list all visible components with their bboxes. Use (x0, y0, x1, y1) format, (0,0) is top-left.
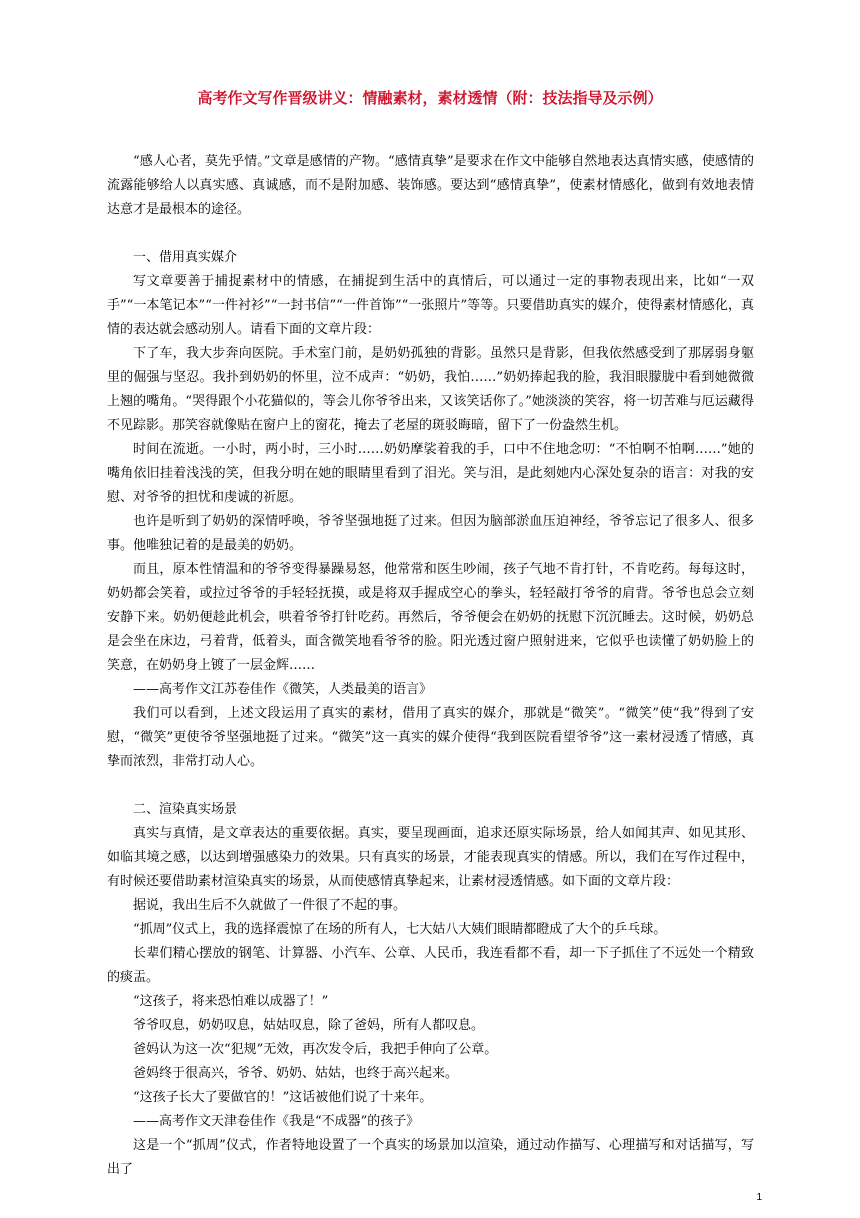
paragraph: 这是一个“抓周”仪式，作者特地设置了一个真实的场景加以渲染，通过动作描写、心理描写和对话描写，写出了 (107, 1138, 754, 1177)
page-number: 1 (756, 1192, 762, 1203)
paragraph: 也许是听到了奶奶的深情呼唤，爷爷坚强地挺了过来。但因为脑部淤血压迫神经，爷爷忘记了很多人、很多事。他唯独记着的是最美的奶奶。 (107, 514, 754, 553)
paragraph: 二、渲染真实场景 (133, 802, 238, 817)
paragraph: “感人心者，莫先乎情。”文章是感情的产物。“感情真挚”是要求在作文中能够自然地表达真情实感，使感情的流露能够给人以真实感、真诚感，而不是附加感、装饰感。要达到“感情真挚”，使素材情感化，做到有效地表情达意才是最根本的途径。 (107, 154, 754, 217)
paragraph: 爷爷叹息，奶奶叹息，姑姑叹息，除了爸妈，所有人都叹息。 (133, 1018, 485, 1033)
paragraph: 爸妈认为这一次“犯规”无效，再次发令后，我把手伸向了公章。 (133, 1042, 498, 1057)
paragraph: ——高考作文天津卷佳作《我是“不成器”的孩子》 (133, 1114, 420, 1129)
paragraph: 时间在流逝。一小时，两小时，三小时……奶奶摩裟着我的手，口中不住地念叨：“不怕啊不怕啊……”她的嘴角依旧挂着浅浅的笑，但我分明在她的眼睛里看到了泪光。笑与泪，是此刻她内心深处复杂的语言：对我的安慰、对爷爷的担忧和虔诚的祈愿。 (107, 442, 754, 505)
paragraph: 而且，原本性情温和的爷爷变得暴躁易怒，他常常和医生吵闹，孩子气地不肯打针，不肯吃药。每每这时，奶奶都会笑着，或拉过爷爷的手轻轻抚摸，或是将双手握成空心的拳头，轻轻敲打爷爷的肩背。爷爷也总会立刻安静下来。奶奶便趁此机会，哄着爷爷打针吃药。再然后，爷爷便会在奶奶的抚慰下沉沉睡去。这时候，奶奶总是会坐在床边，弓着背，低着头，面含微笑地看爷爷的脸。阳光透过窗户照射进来，它似乎也读懂了奶奶脸上的笑意，在奶奶身上镀了一层金辉…… (107, 562, 754, 673)
document-body (107, 150, 754, 1182)
paragraph-gap (107, 774, 754, 798)
paragraph: “抓周”仪式上，我的选择震惊了在场的所有人，七大姑八大姨们眼睛都瞪成了大个的乒乓球。 (133, 922, 667, 937)
paragraph: 长辈们精心摆放的钢笔、计算器、小汽车、公章、人民币，我连看都不看，却一下子抓住了不远处一个精致的痰盂。 (107, 946, 754, 985)
document-title: 高考作文写作晋级讲义：情融素材，素材透情（附：技法指导及示例） (197, 89, 663, 107)
paragraph: 下了车，我大步奔向医院。手术室门前，是奶奶孤独的背影。虽然只是背影，但我依然感受到了那孱弱身躯里的倔强与坚忍。我扑到奶奶的怀里，泣不成声：“奶奶，我怕……”奶奶捧起我的脸，我泪眼朦胧中看到她微微上翘的嘴角。“哭得跟个小花猫似的，等会儿你爷爷出来，又该笑话你了。”她淡淡的笑容，将一切苦难与厄运藏得不见踪影。那笑容就像贴在窗户上的窗花，掩去了老屋的斑驳晦暗，留下了一份盎然生机。 (107, 346, 754, 433)
paragraph: 一、借用真实媒介 (133, 250, 238, 265)
paragraph: ——高考作文江苏卷佳作《微笑，人类最美的语言》 (133, 682, 433, 697)
paragraph: 写文章要善于捕捉素材中的情感，在捕捉到生活中的真情后，可以通过一定的事物表现出来，比如“一双手”“一本笔记本”“一件衬衫”“一封书信”“一件首饰”“一张照片”等等。只要借助真实的媒介，使得素材情感化，真情的表达就会感动别人。请看下面的文章片段： (107, 274, 754, 337)
paragraph: 我们可以看到，上述文段运用了真实的素材，借用了真实的媒介，那就是“微笑”。“微笑”使“我”得到了安慰，“微笑”更使爷爷坚强地挺了过来。“微笑”这一真实的媒介使得“我到医院看望爷爷”这一素材浸透了情感，真挚而浓烈，非常打动人心。 (107, 706, 754, 769)
paragraph: 据说，我出生后不久就做了一件很了不起的事。 (133, 898, 407, 913)
paragraph: 真实与真情，是文章表达的重要依据。真实，要呈现画面，追求还原实际场景，给人如闻其声、如见其形、如临其境之感，以达到增强感染力的效果。只有真实的场景，才能表现真实的情感。所以，我们在写作过程中，有时候还要借助素材渲染真实的场景，从而使感情真挚起来，让素材浸透情感。如下面的文章片段： (107, 826, 754, 889)
paragraph: “这孩子，将来恐怕难以成器了！” (133, 994, 329, 1009)
paragraph: 爸妈终于很高兴，爷爷、奶奶、姑姑，也终于高兴起来。 (133, 1066, 459, 1081)
paragraph: “这孩子长大了要做官的！”这话被他们说了十来年。 (133, 1090, 433, 1105)
paragraph-gap (107, 222, 754, 246)
